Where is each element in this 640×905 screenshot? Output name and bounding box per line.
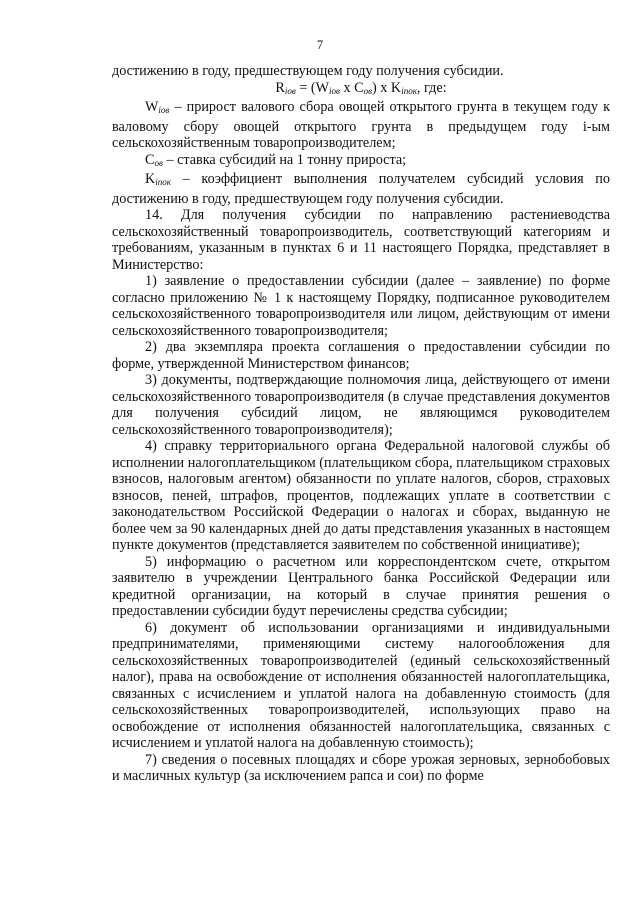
list-item: 7) сведения о посевных площадях и сборе урожая зерновых, зернобобовых и масличных культур (за исключением рапса и сои) по форме (112, 751, 610, 784)
intro-line: достижению в году, предшествующем году получения субсидии. (112, 63, 504, 79)
document-body (112, 63, 610, 785)
formula-lhs-sub: iов (284, 85, 296, 96)
definition-k (112, 171, 610, 207)
def-k-text: – коэффициент выполнения получателем субсидий условия по достижению в году, предшествующем году получения субсидии. (112, 171, 610, 207)
def-w-sub: iов (158, 105, 170, 115)
def-c-symbol: C (145, 151, 155, 168)
list-item: 4) справку территориального органа Федеральной налоговой службы об исполнении налогоплательщиком (плательщиком сбора, плательщиком страховых взносов, налоговым агентом) обязанности по уплате налогов, сборов, страховых взносов, пеней, штрафов, процентов, подлежащих уплате в соответствии с законодательством Российской Федерации о налогах и сборах, выданную не более чем за 90 календарных дней до даты представления указанных в настоящем пункте документов (представляется заявителем по собственной инициативе); (112, 438, 610, 553)
formula-lhs: R (275, 79, 285, 96)
def-k-sub: iпок (155, 177, 171, 187)
list-item: 1) заявление о предоставлении субсидии (далее – заявление) по форме согласно приложению № 1 к настоящему Порядку, подписанное руководителем сельскохозяйственного товаропроизводителя или лицом, действующим от имени сельскохозяйственного товаропроизводителя; (112, 273, 610, 339)
formula-tail: , где: (416, 79, 447, 96)
formula-c-sub: ов (363, 85, 373, 96)
page-number: 7 (316, 38, 324, 52)
def-c-text: – ставка субсидий на 1 тонну прироста; (162, 151, 407, 168)
def-w-symbol: W (145, 99, 159, 115)
formula-w-sub: iов (329, 85, 340, 96)
list-item: 5) информацию о расчетном или корреспондентском счете, открытом заявителю в учреждении Центрального банка Российской Федерации или кредитной организации, на который в случае принятия решения о предоставлении субсидии будут перечислены средства субсидии; (112, 553, 610, 619)
list-item: 2) два экземпляра проекта соглашения о предоставлении субсидии по форме, утвержденной Министерством финансов; (112, 339, 610, 372)
formula-times1: x C (339, 79, 364, 96)
formula (112, 80, 610, 100)
definition-w (112, 99, 610, 152)
list-item: 6) документ об использовании организациями и индивидуальными предпринимателями, применяющими систему налогообложения для сельскохозяйственных товаропроизводителей (единый сельскохозяйственный налог), права на освобождение от исполнения обязанностей налогоплательщика, связанных с исчислением и уплатой налога на добавленную стоимость (для сельскохозяйственных товаропроизводителей, использующих право на освобождение от исполнения обязанностей налогоплательщика, связанных с исчислением и уплатой налога на добавленную стоимость); (112, 619, 610, 751)
def-k-symbol: K (145, 171, 156, 187)
def-w-text: – прирост валового сбора овощей открытого грунта в текущем году к валовому сбору овощей открытого грунта в предыдущем году i-ым сельскохозяйственным товаропроизводителем; (112, 99, 610, 151)
formula-eq: = (W (295, 79, 330, 96)
definition-c (112, 152, 610, 172)
list-item: 3) документы, подтверждающие полномочия лица, действующего от имени сельскохозяйственного товаропроизводителя (в случае представления документов для получения субсидий лицом, не являющимся руководителем сельскохозяйственного товаропроизводителя); (112, 372, 610, 438)
formula-times2: ) x K (372, 79, 402, 96)
section-14-intro: 14. Для получения субсидии по направлению растениеводства сельскохозяйственный товаропроизводитель, соответствующий категориям и требованиям, указанным в пунктах 6 и 11 настоящего Порядка, представляет в Министерство: (112, 207, 610, 273)
formula-k-sub: iпок (401, 85, 417, 96)
def-c-sub: ов (154, 157, 163, 168)
